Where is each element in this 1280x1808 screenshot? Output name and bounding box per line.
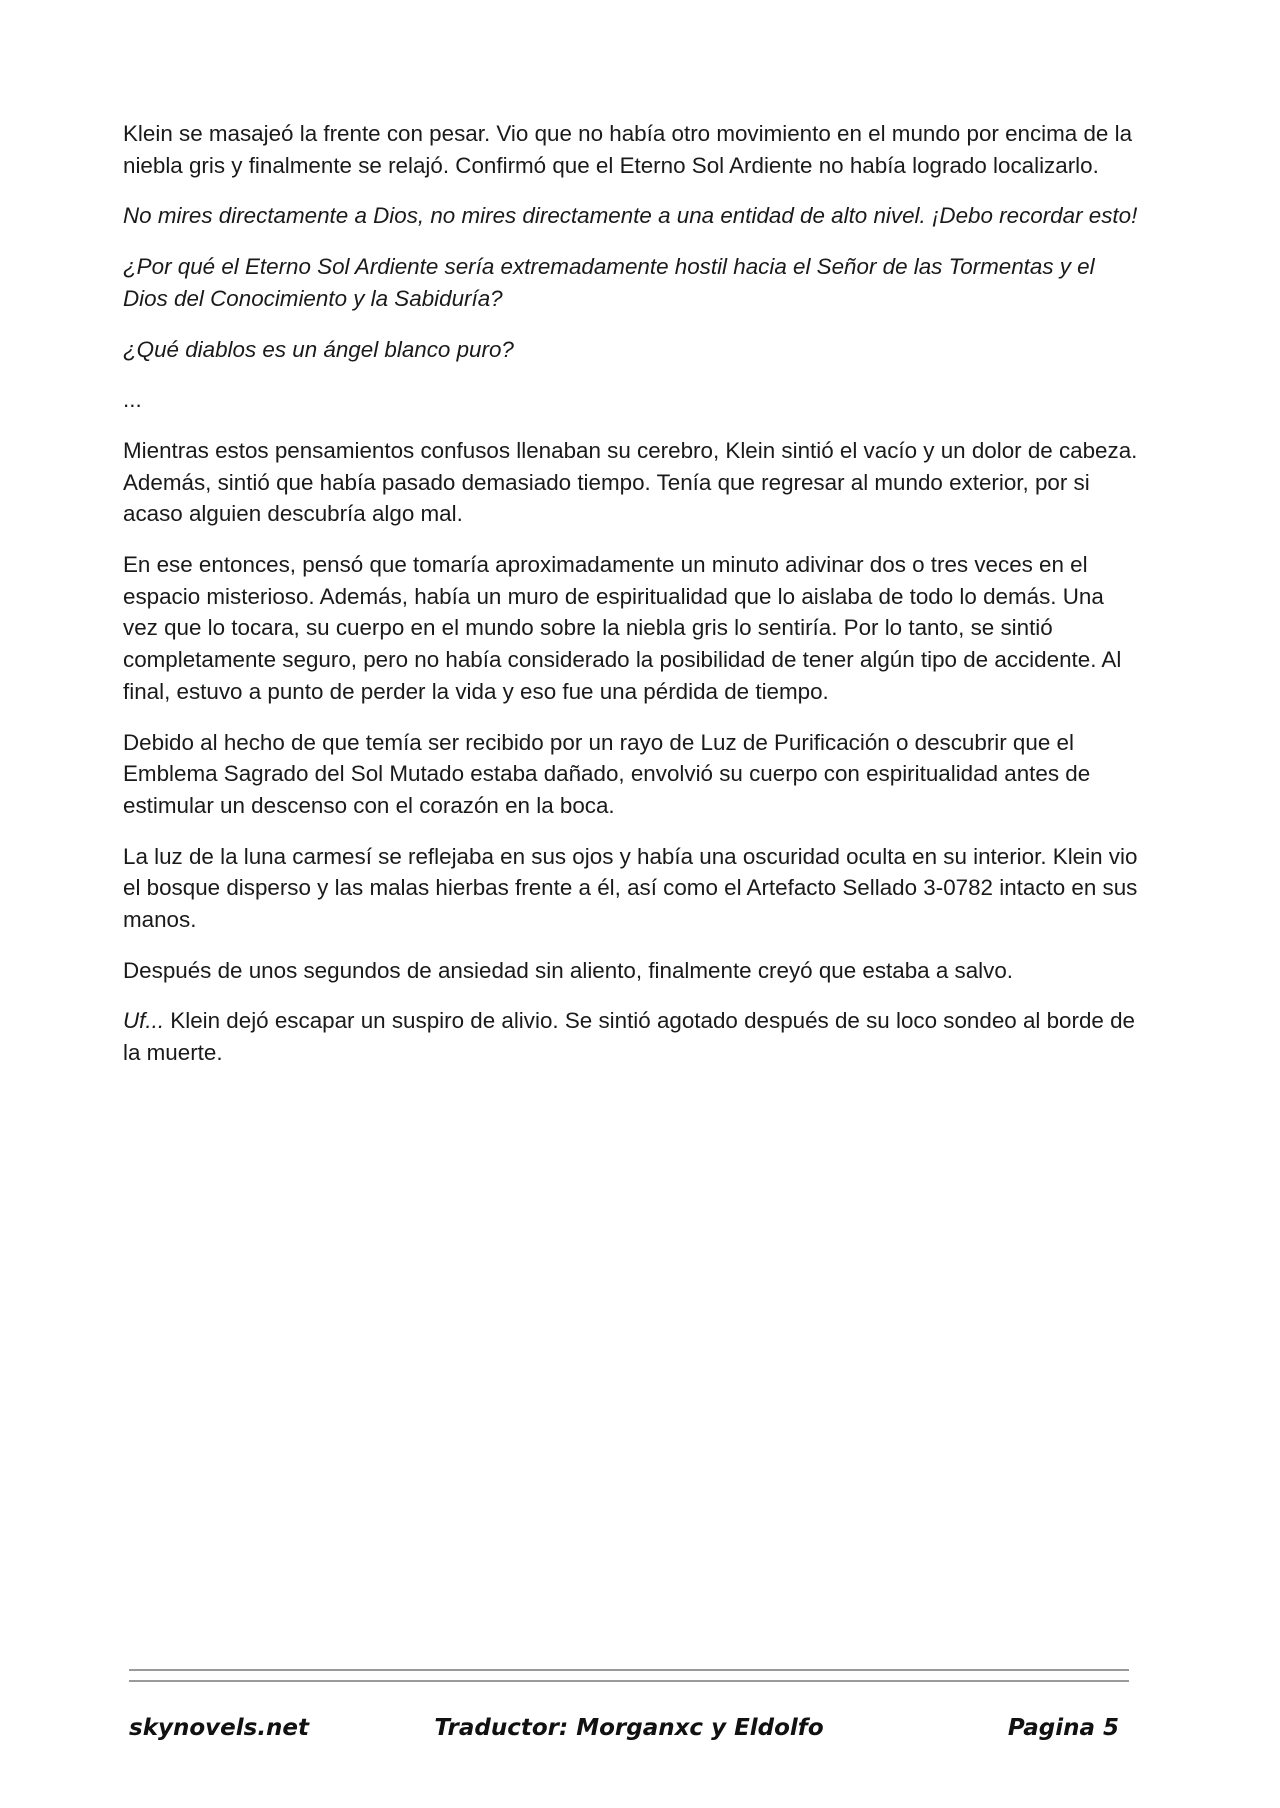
body-paragraph: Debido al hecho de que temía ser recibido por un rayo de Luz de Purificación o descubrir que el Emblema Sagrado del Sol Mutado estaba dañado, envolvió su cuerpo con espiritualidad antes de estimular un descenso con el corazón en la boca. bbox=[123, 729, 1091, 818]
sigh-interjection: Uf... bbox=[123, 1008, 165, 1034]
document-body bbox=[123, 118, 1143, 1088]
footer-divider bbox=[129, 1669, 1129, 1691]
thought-paragraph: ¿Qué diablos es un ángel blanco puro? bbox=[123, 336, 514, 362]
body-paragraph: Después de unos segundos de ansiedad sin aliento, finalmente creyó que estaba a salvo. bbox=[123, 957, 1014, 983]
body-paragraph bbox=[123, 1005, 1143, 1068]
paragraph-text: Klein dejó escapar un suspiro de alivio. Se sintió agotado después de su loco sondeo al borde de la muerte. bbox=[123, 1008, 1135, 1066]
body-paragraph: En ese entonces, pensó que tomaría aproximadamente un minuto adivinar dos o tres veces en el espacio misterioso. Además, había un muro de espiritualidad que lo aislaba de todo lo demás. Una vez que lo tocara, su cuerpo en el mundo sobre la niebla gris lo sentiría. Por lo tanto, se sintió completamente seguro, pero no había considerado la posibilidad de tener algún tipo de accidente. Al final, estuvo a punto de perder la vida y eso fue una pérdida de tiempo. bbox=[123, 552, 1122, 704]
footer-site: skynovels.net bbox=[129, 1715, 310, 1741]
footer-rule-bottom bbox=[129, 1680, 1129, 1682]
ellipsis-separator: ... bbox=[123, 387, 142, 413]
footer-rule-top bbox=[129, 1669, 1129, 1671]
thought-paragraph: ¿Por qué el Eterno Sol Ardiente sería extremadamente hostil hacia el Señor de las Tormentas y el Dios del Conocimiento y la Sabiduría? bbox=[123, 254, 1095, 311]
body-paragraph: Klein se masajeó la frente con pesar. Vio que no había otro movimiento en el mundo por encima de la niebla gris y finalmente se relajó. Confirmó que el Eterno Sol Ardiente no había logrado localizarlo. bbox=[123, 121, 1133, 178]
page-footer bbox=[129, 1715, 1129, 1749]
body-paragraph: La luz de la luna carmesí se reflejaba en sus ojos y había una oscuridad oculta en su interior. Klein vio el bosque disperso y las malas hierbas frente a él, así como el Artefacto Sellado 3-0782 intacto en sus manos. bbox=[123, 843, 1138, 933]
thought-paragraph: No mires directamente a Dios, no mires directamente a una entidad de alto nivel. ¡Debo recordar esto! bbox=[123, 203, 1138, 229]
footer-page-number: Pagina 5 bbox=[1007, 1715, 1119, 1741]
footer-translator: Traductor: Morganxc y Eldolfo bbox=[434, 1715, 824, 1741]
body-paragraph: Mientras estos pensamientos confusos llenaban su cerebro, Klein sintió el vacío y un dolor de cabeza. Además, sintió que había pasado demasiado tiempo. Tenía que regresar al mundo exterior, por si acaso alguien descubría algo mal. bbox=[123, 437, 1138, 527]
